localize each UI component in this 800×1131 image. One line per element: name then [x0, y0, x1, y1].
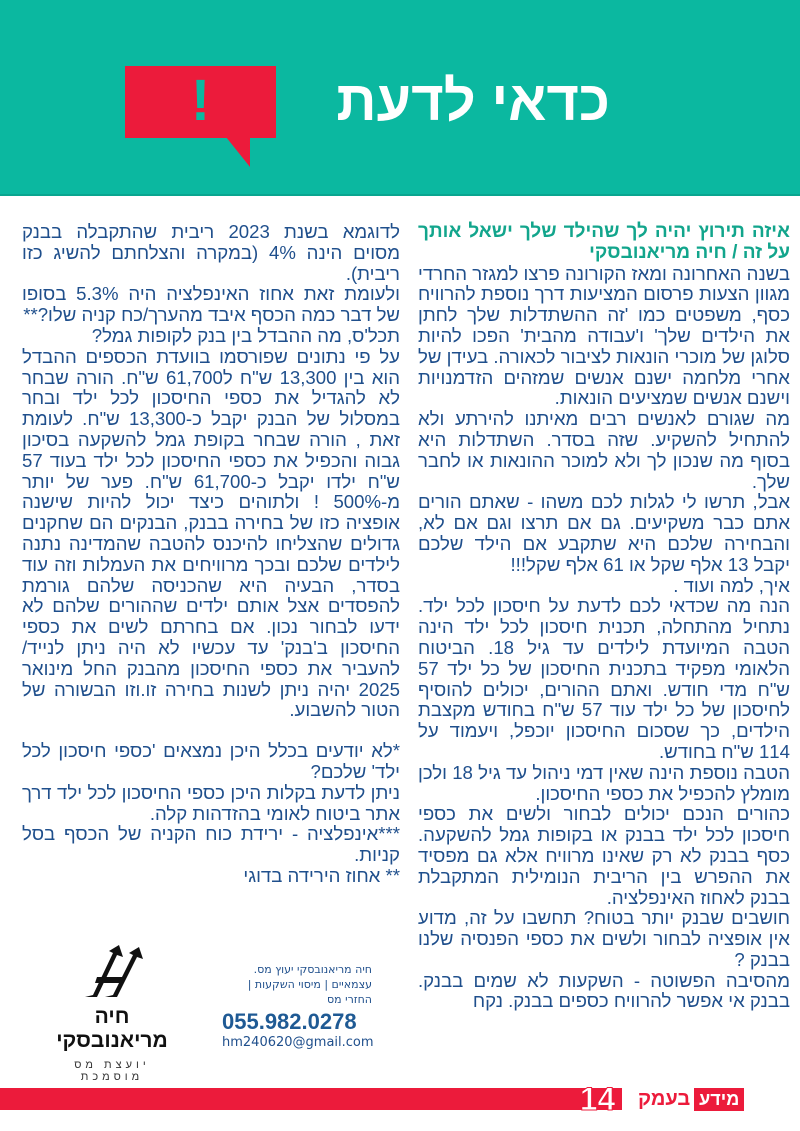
email-address: hm240620@gmail.com [222, 1035, 374, 1050]
paragraph: מה שגורם לאנשים רבים מאיתנו להירתע ולא להתחיל להשקיע. שזה בסדר. השתדלות היא בסוף מה שנכון לך ולא למוכר ההונאות או לחבר שלך. [418, 408, 790, 492]
footnote: ***אינפלציה - ירידת כוח הקניה של הכסף בסל קניות. [22, 823, 400, 866]
business-card-ad [22, 945, 382, 1083]
phone-number: 055.982.0278 [222, 1009, 357, 1034]
paragraph: כהורים הנכם יכולים לבחור ולשים את כספי חיסכון לכל ילד בבנק או בקופות גמל להשקעה. כסף בבנק לא רק שאינו מרוויח אלא גם מפסיד את ההפרש בין הריבית הנומילית המתקבלת בבנק לאחוז האינפלציה. [418, 803, 790, 908]
footnote: *לא יודעים בכלל היכן נמצאים 'כספי חיסכון לכל ילד' שלכם? [22, 740, 400, 782]
footer-bar [0, 1088, 622, 1110]
article-column-right [418, 222, 790, 1012]
alert-speech-bubble-icon: ! [125, 66, 276, 138]
paragraph: איך, למה ועוד . [673, 574, 790, 596]
paragraph: על פי נתונים שפורסמו בוועדת הכספים ההבדל הוא בין 13,300 ש"ח ל61,700 ש"ח. הורה שבחר לא להגדיל את כספי החיסכון לכל ילד ובחר במסלול של הבנק יקבל כ-13,300 ש"ח. לעומת זאת , הורה שבחר בקופת גמל להשקעה בסיכון גבוה והכפיל את כספי החיסכון לכל ילד בעוד 57 ש"ח ילדו יקבל כ-61,700 ש"ח. פער של יותר מ-500% ! ולתוהים כיצד יכול להיות שישנה אופציה כזו של בחירה בבנק, הבנקים הם שחקנים גדולים שהצליחו להיכנס להטבה שהמדינה נתנה לילדים שלכם ובכך מרוויחים את העמלות וזה עוד בסדר, הבעיה היא שהכניסה שלהם גורמת להפסדים אצל אותם ילדים שההורים שלהם לא ידעו לבחור נכון. אם בחרתם לשים את כספי החיסכון ב'בנק' עד עכשיו לא היה ניתן לנייד/ להעביר את כספי החיסכון מהבנק החל מינואר 2025 יהיה ניתן לשנות בחירה זו.וזו הבשורה של הטור להשבוע. [22, 345, 400, 721]
paragraph: חושבים שבנק יותר בטוח? תחשבו על זה, מדוע אין אופציה לבחור ולשים את כספי הפנסיה שלנו בבנק ? [418, 907, 790, 970]
article-column-left [22, 222, 400, 887]
section-title: כדאי לדעת [336, 69, 610, 132]
spacer [22, 721, 400, 741]
contact-info: חיה מריאנובסקי יעוץ מס. עצמאיים | מיסוי השקעות | החזרי מס 055.982.0278 hm240620@gmail.com [222, 963, 374, 1050]
paragraph: מהסיבה הפשוטה - השקעות לא שמים בבנק. בבנק אי אפשר להרוויח כספים בבנק. נקח [418, 969, 790, 1012]
paragraph: הטבה נוספת הינה שאין דמי ניהול עד גיל 18 ולכן מומלץ להכפיל את כספי החיסכון. [418, 761, 790, 804]
paragraph: הנה מה שכדאי לכם לדעת על חיסכון לכל ילד. נתחיל מהתחלה, תכנית חיסכון לכל ילד הינה הטבה המיועדת לילדים עד גיל 18. הביטוח הלאומי מפקיד בתכנית החיסכון של כל ילד 57 ש"ח מדי חודש. ואתם ההורים, יכולים להוסיף לחיסכון של כל ילד עוד 57 ש"ח בחודש מקצבת הילדים, כך שסכום החיסכון יוכפל, ויעמוד על 114 ש"ח בחודש. [418, 595, 791, 762]
paragraph: תכל'ס, מה ההבדל בין בנק לקופות גמל? [91, 324, 400, 346]
paragraph: בשנה האחרונה ומאז הקורונה פרצו למגזר החרדי מגוון הצעות פרסום המציעות דרך נוספת להרוויח כסף, משפטים כמו 'זה ההשתדלות שלך לחתן את הילדים שלך' ו'עבודה מהבית' הפכו להיות סלוגן של מוכרי הונאות לציבור לכאורה. בעידן של אחרי מלחמה ישנם אנשים שמזהים הזדמנויות וישנם אנשים שמציעים הונאות. [418, 262, 790, 409]
speech-bubble-tail [226, 137, 250, 167]
paragraph: ולעומת זאת אחוז האינפלציה היה 5.3% בסופו של דבר כמה הכסף איבד מהערך/כח קניה שלו?** [22, 283, 400, 326]
paragraph: אבל, תרשו לי לגלות לכם משהו - שאתם הורים אתם כבר משקיעים. גם אם תרצו וגם אם לא, והבחירה שלכם היא שתקבע אם הילד שלכם יקבל 13 אלף שקל או 61 אלף שקל!!! [418, 491, 790, 575]
article-headline: איזה תירוץ יהיה לך שהילד שלך ישאל אותך על זה / חיה מריאנובסקי [418, 221, 790, 263]
paragraph: לדוגמא בשנת 2023 ריבית שהתקבלה בבנק מסוים הינה 4% (במקרה והצלחתם להשיג כזו ריבית). [22, 221, 400, 284]
footnote: ניתן לדעת בקלות היכן כספי החיסכון לכל ילד דרך אתר ביטוח לאומי בהזדהות קלה. [22, 781, 400, 824]
magazine-logo: מידע בעמק [638, 1085, 744, 1113]
advisor-logo: חיה מריאנובסקי יועצת מס מוסמכת [42, 945, 182, 1045]
header-banner [0, 0, 800, 196]
arrows-logo-icon [77, 945, 147, 997]
page-number: 14 [579, 1081, 616, 1117]
footnote: ** אחוז הירידה בדוגי [243, 864, 400, 886]
